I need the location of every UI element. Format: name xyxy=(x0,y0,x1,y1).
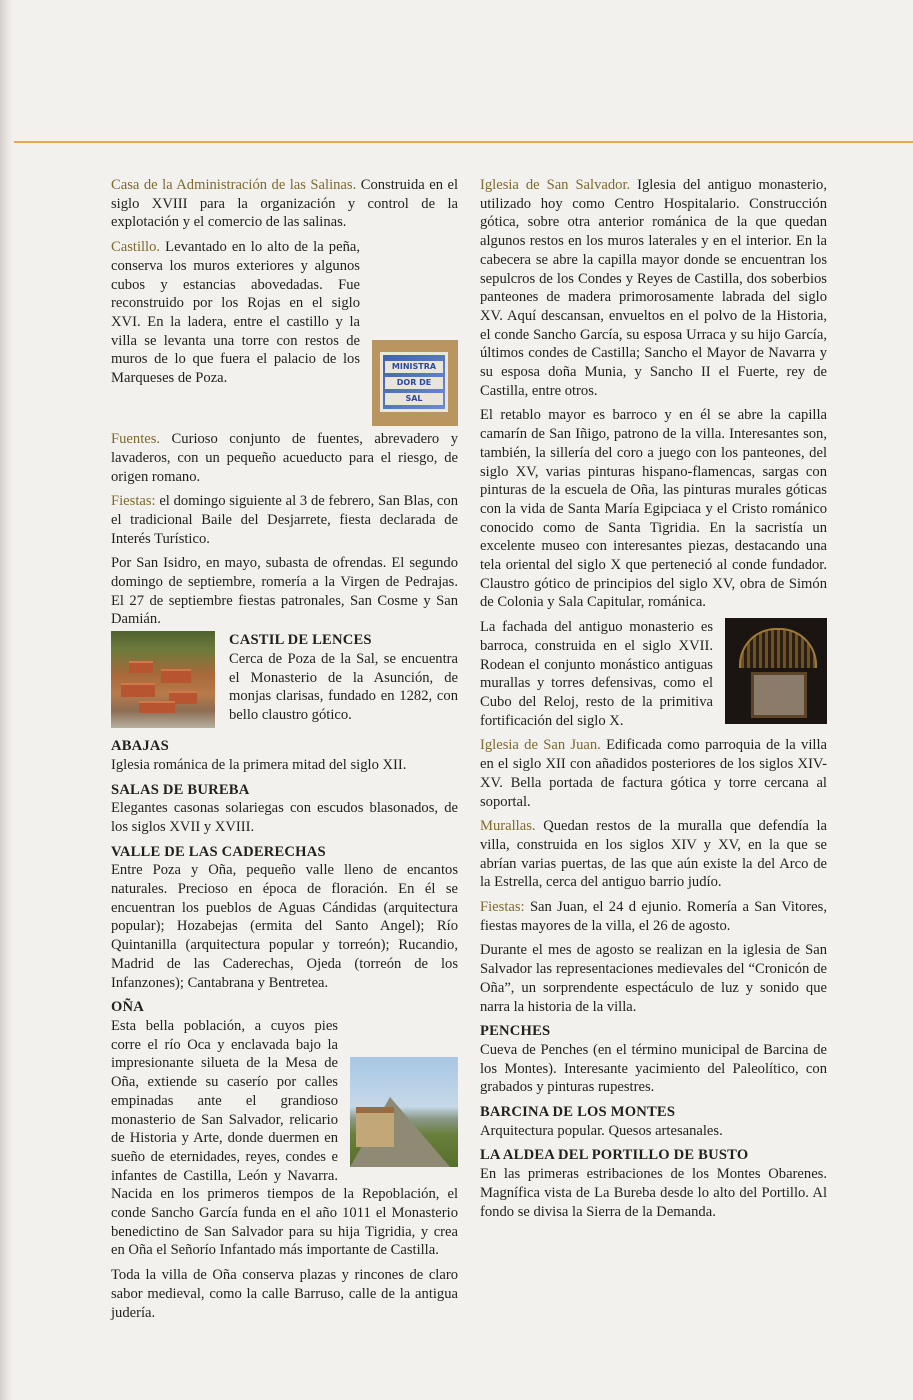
salas-heading: SALAS DE BUREBA xyxy=(111,781,250,798)
ona-text: Esta bella población, a cuyos pies corre el río Oca y enclavada bajo la impresionante silueta de la Mesa de Oña, extiende su caserío por calles empinadas ante el grandioso monasterio de San Salvador, relicario de Historia y Arte, donde duermen en sueño de eternidades, reyes, condes e infantes de Castilla, León y Navarra. Nacida en los primeros tiempos de la Repoblación, el conde Sancho García funda en el año 1011 el Monasterio benedictino de San Salvador para su hija Tigridia, y crea en Oña el Señorío Infantado más importante de Castilla. xyxy=(111,1017,458,1259)
salas-text: Elegantes casonas solariegas con escudos blasonados, de los siglos XVII y XVIII. xyxy=(111,800,458,835)
fiestas-right-paragraph xyxy=(480,898,827,935)
plaque-tile xyxy=(380,352,448,412)
ona-paragraph xyxy=(111,1017,458,1260)
left-column xyxy=(111,176,458,1328)
fachada-paragraph xyxy=(480,618,827,730)
right-column xyxy=(480,176,827,1227)
iglesia-juan-paragraph xyxy=(480,736,827,811)
san-isidro-paragraph: Por San Isidro, en mayo, subasta de ofrendas. El segundo domingo de septiembre, romería a la Virgen de Pedrajas. El 27 de septiembre fiestas patronales, San Cosme y San Damián. xyxy=(111,555,458,628)
fuentes-paragraph xyxy=(111,430,458,486)
castillo-paragraph xyxy=(111,238,458,404)
iglesia-salvador-text: Iglesia del antiguo monasterio, utilizado hoy como Centro Hospitalario. Construcción gótica, sobre otra anterior románica de la que quedan algunos restos en los muros laterales y en el interior. En la cabecera se abre la capilla mayor donde se encuentran los sepulcros de los Condes y Reyes de Castilla, dos soberbios panteones de madera primorosamente labrada del siglo XV. Aquí descansan, envueltos en el polvo de la Historia, el conde Sancho García, su esposa Urraca y su hijo García, últimos condes de Castilla; Sancho el Mayor de Navarra y su esposa doña Munia, y Sancho II el Fuerte, rey de Castilla, entre otros. xyxy=(480,177,828,399)
castillo-text: Levantado en lo alto de la peña, conserva los muros exteriores y algunos cubos y estancias abovedadas. Fue reconstruido por los Rojas en el siglo XVI. En la ladera, entre el castillo y la villa se levanta una torre con restos de muros de lo que fuera el palacio de los Marqueses de Poza. xyxy=(111,239,360,387)
fuentes-lead: Fuentes. xyxy=(111,431,161,448)
header-rule xyxy=(14,141,913,143)
retablo-paragraph: El retablo mayor es barroco y en él se abre la capilla camarín de San Iñigo, patrono de la villa. Interesantes son, también, la sillería del coro a juego con los panteones, del siglo XV, varias pinturas hispano-flamencas, sargas con pinturas de la escuela de Oña, las pinturas murales góticas con la vida de Santa María Egipciaca y el Cristo románico conocido como de Santa Tigridia. En la sacristía un excelente museo con interesantes piezas, destacando una tela oriental del siglo X que perteneció al conde fundador. Claustro gótico de principios del siglo XV, obra de Simón de Colonia y Sala Capitular, románica. xyxy=(480,407,827,611)
salinas-lead: Casa de la Administración de las Salinas. xyxy=(111,177,357,193)
aldea-heading: LA ALDEA DEL PORTILLO DE BUSTO xyxy=(480,1147,749,1164)
salinas-paragraph xyxy=(111,176,458,232)
salinas-text: Construida en el siglo XVIII para la organización y control de la explotación y el comercio de las salinas. xyxy=(111,177,458,231)
barcina-heading: BARCINA DE LOS MONTES xyxy=(480,1104,676,1121)
fachada-text: La fachada del antiguo monasterio es barroca, construida en el siglo XVII. Rodean el conjunto monástico antiguas murallas y torres defensivas, como el Cubo del Reloj, resto de la primitiva fortificación del siglo X. xyxy=(480,619,713,729)
plaque-band-1: MINISTRA xyxy=(385,361,443,373)
fiestas-lead: Fiestas: xyxy=(111,493,156,510)
abajas-text: Iglesia románica de la primera mitad del siglo XII. xyxy=(111,756,407,773)
aldea-text: En las primeras estribaciones de los Montes Obarenes. Magnífica vista de La Bureba desde lo alto del Portillo. Al fondo se divisa la Sierra de la Demanda. xyxy=(480,1166,827,1220)
hilltop-photo xyxy=(350,1057,458,1167)
valle-heading: VALLE DE LAS CADERECHAS xyxy=(111,843,326,860)
iglesia-salvador-lead: Iglesia de San Salvador. xyxy=(480,177,631,193)
fuentes-text: Curioso conjunto de fuentes, abrevadero y lavaderos, con un pequeño acueducto para el riesgo, de origen romano. xyxy=(111,431,458,485)
murallas-paragraph xyxy=(480,817,827,892)
murallas-lead: Murallas. xyxy=(480,818,536,835)
fiestas-text: el domingo siguiente al 3 de febrero, San Blas, con el tradicional Baile del Desjarrete, fiesta declarada de Interés Turístico. xyxy=(111,493,458,547)
murallas-text: Quedan restos de la muralla que defendía la villa, construida en los siglos XIV y XV, en la que se abrían varias puertas, de las que aún existe la del Arco de la Estrella, cerca del antiguo barrio judío. xyxy=(480,818,827,891)
valle-text: Entre Poza y Oña, pequeño valle lleno de encantos naturales. Precioso en época de floración. En él se encuentran los pueblos de Aguas Cándidas (arquitectura popular); Hozabejas (ermita del Santo Angel); Río Quintanilla (arquitectura popular y torreón); Rucandio, Madrid de las Caderechas, Ojeda (torreón de los Infanzones); Cantabrana y Bentretea. xyxy=(111,862,458,991)
abajas-heading: ABAJAS xyxy=(111,738,169,755)
iglesia-salvador-paragraph xyxy=(480,176,827,400)
plaque-photo xyxy=(372,340,458,426)
castil-text: Cerca de Poza de la Sal, se encuentra el Monasterio de la Asunción, de monjas clarisas, fundado en 1282, con bello claustro gótico. xyxy=(229,650,458,723)
plaque-band-3: SAL xyxy=(385,393,443,405)
fiestas-right-text: San Juan, el 24 d ejunio. Romería a San Vitores, fiestas mayores de la villa, el 26 de agosto. xyxy=(480,899,827,934)
penches-text: Cueva de Penches (en el término municipal de Barcina de los Montes). Interesante yacimiento del Paleolítico, con grabados y pinturas rupestres. xyxy=(480,1041,827,1096)
iglesia-juan-lead: Iglesia de San Juan. xyxy=(480,737,601,754)
agosto-paragraph: Durante el mes de agosto se realizan en la iglesia de San Salvador las representaciones medievales del “Cronicón de Oña”, un sorprendente espectáculo de luz y sonido que narra la historia de la villa. xyxy=(480,942,827,1015)
castillo-lead: Castillo. xyxy=(111,239,161,256)
plaque-band-2: DOR DE xyxy=(385,377,443,389)
barcina-text: Arquitectura popular. Quesos artesanales. xyxy=(480,1122,723,1139)
page-gutter-shadow xyxy=(0,0,14,1400)
fiestas-right-lead: Fiestas: xyxy=(480,899,525,916)
ona-text-2: Toda la villa de Oña conserva plazas y rincones de claro sabor medieval, como la calle Barruso, calle de la antigua judería. xyxy=(111,1267,458,1321)
castil-heading: CASTIL DE LENCES xyxy=(229,632,372,649)
iglesia-juan-text: Edificada como parroquia de la villa en el siglo XII con añadidos posteriores de los siglos XIV-XV. Bella portada de factura gótica y torre cercana al soportal. xyxy=(480,737,827,810)
penches-heading: PENCHES xyxy=(480,1023,551,1040)
ona-heading: OÑA xyxy=(111,999,145,1016)
fiestas-paragraph xyxy=(111,492,458,548)
rooftops-photo xyxy=(111,631,215,728)
facade-photo xyxy=(725,618,827,724)
